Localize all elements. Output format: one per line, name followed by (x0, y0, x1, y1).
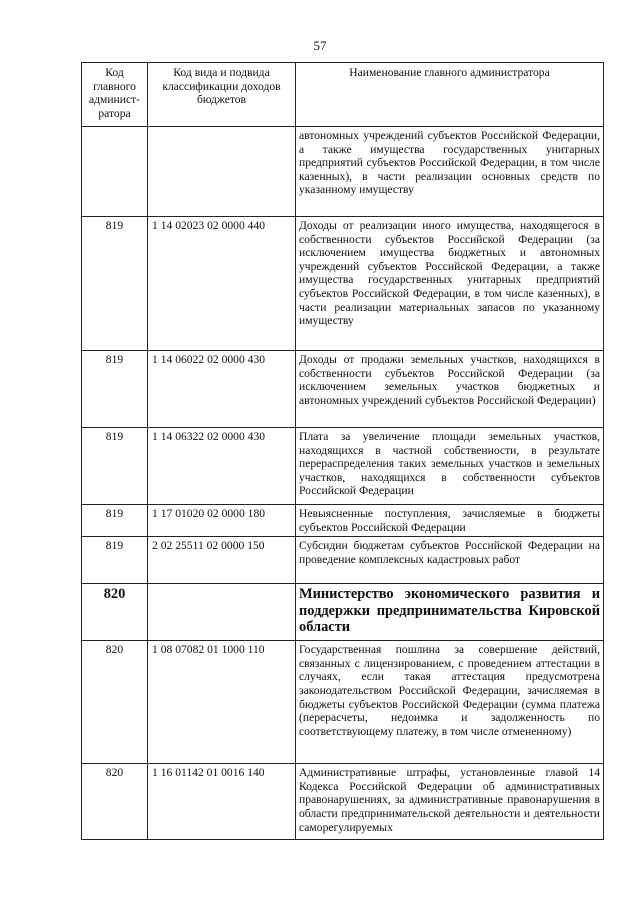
revenue-code-cell: 1 08 07082 01 1000 110 (148, 641, 296, 764)
admin-code-cell: 820 (82, 764, 148, 840)
admin-code-cell (82, 127, 148, 217)
revenue-code-cell (148, 127, 296, 217)
admin-name-cell: Государственная пошлина за совершение действий, связанных с лицензированием, с проведением аттестации в случаях, если такая аттестация предусмотрена законодательством Российской Федерации, зачисляемая в бюджеты субъектов Российской Федерации (сумма платежа (перерасчеты, недоимка и задолженность по соответствующему платежу, в том числе отмененному) (296, 641, 604, 764)
table-header-row (82, 63, 604, 127)
admin-name-cell: Плата за увеличение площади земельных участков, находящихся в частной собственности, в результате перераспределения таких земельных участков и земельных участков, находящихся в собственности субъектов Российской Федерации (296, 428, 604, 505)
admin-code-cell: 820 (82, 641, 148, 764)
revenue-code-cell: 2 02 25511 02 0000 150 (148, 537, 296, 584)
admin-name-cell: Министерство экономического развития и поддержки предпринимательства Кировской области (296, 584, 604, 641)
admin-name-cell: автономных учреждений субъектов Российской Федерации, а также имущества государственных унитарных предприятий субъектов Российской Федерации, в том числе казенных), в части реализации основных средств по указанному имуществу (296, 127, 604, 217)
admin-name-cell: Невыясненные поступления, зачисляемые в бюджеты субъектов Российской Федерации (296, 505, 604, 537)
revenue-code-cell: 1 14 02023 02 0000 440 (148, 217, 296, 351)
column-header-revenue-code: Код вида и подвида классификации доходов бюджетов (148, 63, 296, 127)
table-row (82, 764, 604, 840)
admin-heading-row (82, 584, 604, 641)
table-row (82, 351, 604, 428)
admin-code-cell: 819 (82, 217, 148, 351)
admin-code-cell: 819 (82, 428, 148, 505)
revenue-code-cell: 1 16 01142 01 0016 140 (148, 764, 296, 840)
revenue-code-cell (148, 584, 296, 641)
revenue-administrators-table (81, 62, 604, 840)
table-row (82, 537, 604, 584)
admin-code-cell: 820 (82, 584, 148, 641)
page-number: 57 (313, 38, 327, 53)
revenue-code-cell: 1 14 06022 02 0000 430 (148, 351, 296, 428)
admin-name-cell: Субсидии бюджетам субъектов Российской Федерации на проведение комплексных кадастровых работ (296, 537, 604, 584)
revenue-code-cell: 1 17 01020 02 0000 180 (148, 505, 296, 537)
column-header-admin-code: Код главного админист-ратора (82, 63, 148, 127)
table-row (82, 428, 604, 505)
admin-name-cell: Административные штрафы, установленные главой 14 Кодекса Российской Федерации об административных правонарушениях, за административные правонарушения в области предпринимательской деятельности и деятельности саморегулируемых (296, 764, 604, 840)
table-row (82, 127, 604, 217)
admin-name-cell: Доходы от продажи земельных участков, находящихся в собственности субъектов Российской Федерации (за исключением земельных участков бюджетных и автономных учреждений субъектов Российской Федерации) (296, 351, 604, 428)
table-row (82, 217, 604, 351)
table-row (82, 641, 604, 764)
admin-code-cell: 819 (82, 505, 148, 537)
admin-code-cell: 819 (82, 537, 148, 584)
revenue-code-cell: 1 14 06322 02 0000 430 (148, 428, 296, 505)
column-header-admin-name: Наименование главного администратора (296, 63, 604, 127)
table-row (82, 505, 604, 537)
admin-code-cell: 819 (82, 351, 148, 428)
admin-name-cell: Доходы от реализации иного имущества, находящегося в собственности субъектов Российской Федерации (за исключением имущества бюджетных и автономных учреждений субъектов Российской Федерации, а также имущества государственных унитарных предприятий субъектов Российской Федерации, в том числе казенных), в части реализации материальных запасов по указанному имуществу (296, 217, 604, 351)
